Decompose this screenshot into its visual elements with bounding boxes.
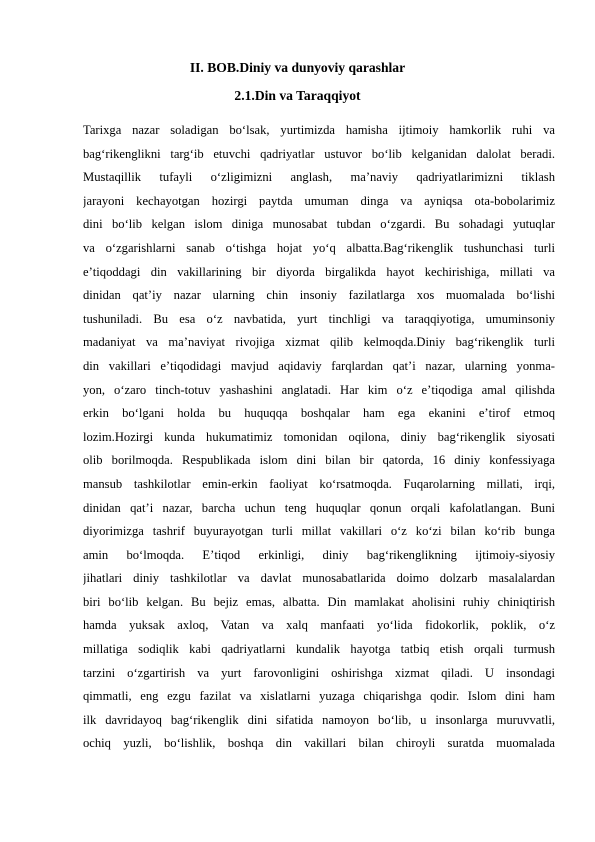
text-line: yon, oʻzaro tinch-totuv yashashini anglatadi. Har kim oʻz eʼtiqodiga amal qilishda	[83, 382, 555, 397]
text-line: jihatlari diniy tashkilotlar va davlat munosabatlarida doimo dolzarb masalalardan	[83, 571, 555, 586]
text-line: bagʻrikenglikni targʻib etuvchi qadriyatlar ustuvor boʻlib kelganidan dalolat beradi.	[83, 146, 555, 161]
text-line: diyorimizga tashrif buyurayotgan turli millat vakillari oʻz koʻzi bilan koʻrib bunga	[83, 524, 555, 539]
text-line: lozim.Hozirgi kunda hukumatimiz tomonidan oqilona, diniy bagʻrikenglik siyosati	[83, 429, 555, 444]
text-line: hamda yuksak axloq, Vatan va xalq manfaati yoʻlida fidokorlik, poklik, oʻz	[83, 618, 555, 633]
text-line: erkin boʻlgani holda bu huquqqa boshqalar ham ega ekanini eʼtirof etmoq	[83, 406, 555, 421]
text-line: amin boʻlmoqda. Eʼtiqod erkinligi, diniy bagʻrikenglikning ijtimoiy-siyosiy	[83, 547, 555, 562]
text-line: olib borilmoqda. Respublikada islom dini bilan bir qatorda, 16 diniy konfessiyaga	[83, 453, 555, 468]
text-line: dini boʻlib kelgan islom diniga munosabat tubdan oʻzgardi. Bu sohadagi yutuqlar	[83, 217, 555, 232]
text-line: biri boʻlib kelgan. Bu bejiz emas, albatta. Din mamlakat aholisini ruhiy chiniqtirish	[83, 594, 555, 609]
text-line: millatiga sodiqlik kabi qadriyatlarni kundalik hayotga tatbiq etish orqali turmush	[83, 642, 555, 657]
text-line: ochiq yuzli, boʻlishlik, boshqa din vakillari bilan chiroyli suratda muomalada	[83, 736, 555, 751]
body-paragraph	[83, 119, 555, 756]
text-line: madaniyat va maʼnaviyat rivojiga xizmat qilib kelmoqda.Diniy bagʻrikenglik turli	[83, 335, 555, 350]
text-line: tarzini oʻzgartirish va yurt farovonligini oshirishga xizmat qiladi. U insondagi	[83, 665, 555, 680]
section-title: 2.1.Din va Taraqqiyot	[234, 88, 361, 103]
text-line: din vakillari eʼtiqodidagi mavjud aqidaviy farqlardan qatʼi nazar, ularning yonma-	[83, 358, 555, 373]
text-line: qimmatli, eng ezgu fazilat va xislatlarni yuzaga chiqarishga qodir. Islom dini ham	[83, 689, 555, 704]
text-line: jarayoni kechayotgan hozirgi paytda umuman dinga va ayniqsa ota-bobolarimiz	[83, 193, 555, 208]
text-line: tushuniladi. Bu esa oʻz navbatida, yurt tinchligi va taraqqiyotiga, umuminsoniy	[83, 311, 555, 326]
text-line: mansub tashkilotlar emin-erkin faoliyat koʻrsatmoqda. Fuqarolarning millati, irqi,	[83, 476, 555, 491]
text-line: va oʻzgarishlarni sanab oʻtishga hojat yoʻq albatta.Bagʻrikenglik tushunchasi turli	[83, 240, 555, 255]
text-line: dinidan qatʼi nazar, barcha uchun teng huquqlar qonun orqali kafolatlangan. Buni	[83, 500, 555, 515]
text-line: Tarixga nazar soladigan boʻlsak, yurtimizda hamisha ijtimoiy hamkorlik ruhi va	[83, 123, 555, 137]
text-line: dinidan qatʼiy nazar ularning chin insoniy fazilatlarga xos muomalada boʻlishi	[83, 288, 555, 303]
chapter-title: II. BOB.Diniy va dunyoviy qarashlar	[189, 60, 406, 75]
text-line: eʼtiqoddagi din vakillarining bir diyorda birgalikda hayot kechirishiga, millati va	[83, 264, 555, 279]
text-line: ilk davridayoq bagʻrikenglik dini sifatida namoyon boʻlib, u insonlarga muruvvatli,	[83, 712, 555, 727]
text-line: Mustaqillik tufayli oʻzligimizni anglash, maʼnaviy qadriyatlarimizni tiklash	[83, 170, 555, 185]
